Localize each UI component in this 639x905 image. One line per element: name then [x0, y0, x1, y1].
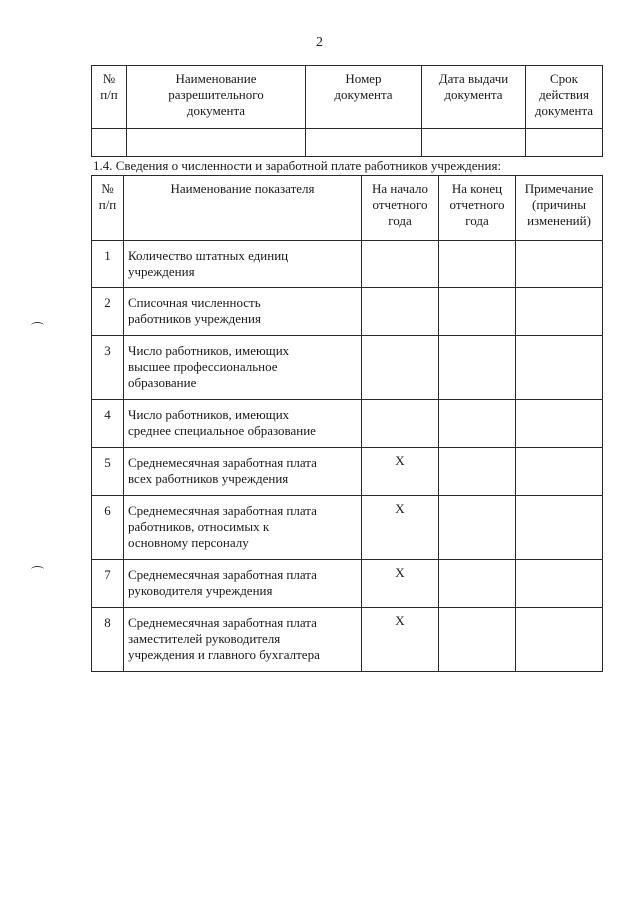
note-value — [516, 560, 603, 608]
year-start-value: Х — [362, 448, 439, 496]
row-number: 6 — [92, 496, 124, 560]
indicator-name: Списочная численность работников учреждения — [124, 288, 362, 336]
row-number: 8 — [92, 608, 124, 672]
note-value — [516, 448, 603, 496]
staff-header-note: Примечание (причины изменений) — [516, 176, 603, 241]
table-cell — [306, 129, 422, 157]
permits-header-document-number: Номер документа — [306, 66, 422, 129]
year-end-value — [439, 288, 516, 336]
row-number: 4 — [92, 400, 124, 448]
year-start-value: Х — [362, 608, 439, 672]
year-end-value — [439, 448, 516, 496]
row-number: 5 — [92, 448, 124, 496]
year-end-value — [439, 496, 516, 560]
year-end-value — [439, 336, 516, 400]
indicator-name: Среднемесячная заработная плата руководителя учреждения — [124, 560, 362, 608]
indicator-name: Среднемесячная заработная плата всех работников учреждения — [124, 448, 362, 496]
table-cell — [526, 129, 603, 157]
row-number: 2 — [92, 288, 124, 336]
staff-table — [91, 175, 603, 672]
permits-header-issue-date: Дата выдачи документа — [422, 66, 526, 129]
note-value — [516, 241, 603, 288]
table-row — [92, 496, 603, 560]
indicator-name: Количество штатных единиц учреждения — [124, 241, 362, 288]
table-row — [92, 400, 603, 448]
note-value — [516, 496, 603, 560]
staff-header-row — [92, 176, 603, 241]
year-end-value — [439, 560, 516, 608]
row-number: 1 — [92, 241, 124, 288]
page-number: 2 — [316, 35, 323, 50]
year-end-value — [439, 608, 516, 672]
table-row — [92, 241, 603, 288]
table-row — [92, 560, 603, 608]
note-value — [516, 336, 603, 400]
table-row — [92, 608, 603, 672]
year-start-value — [362, 400, 439, 448]
indicator-name: Среднемесячная заработная плата работников, относимых к основному персоналу — [124, 496, 362, 560]
staff-header-indicator: Наименование показателя — [124, 176, 362, 241]
permits-header-number: № п/п — [92, 66, 127, 129]
note-value — [516, 608, 603, 672]
table-row — [92, 336, 603, 400]
row-number: 3 — [92, 336, 124, 400]
row-number: 7 — [92, 560, 124, 608]
indicator-name: Число работников, имеющих высшее профессиональное образование — [124, 336, 362, 400]
indicator-name: Число работников, имеющих среднее специальное образование — [124, 400, 362, 448]
permits-empty-row — [92, 129, 603, 157]
year-start-value: Х — [362, 496, 439, 560]
table-cell — [92, 129, 127, 157]
table-cell — [422, 129, 526, 157]
punch-hole-mark — [31, 566, 44, 573]
table-cell — [127, 129, 306, 157]
indicator-name: Среднемесячная заработная плата заместителей руководителя учреждения и главного бухгалтера — [124, 608, 362, 672]
note-value — [516, 288, 603, 336]
permits-table — [91, 65, 603, 157]
year-end-value — [439, 400, 516, 448]
punch-hole-mark — [31, 322, 44, 329]
year-end-value — [439, 241, 516, 288]
staff-header-year-start: На начало отчетного года — [362, 176, 439, 241]
table-row — [92, 288, 603, 336]
staff-header-year-end: На конец отчетного года — [439, 176, 516, 241]
year-start-value — [362, 288, 439, 336]
table-row — [92, 448, 603, 496]
note-value — [516, 400, 603, 448]
section-heading: 1.4. Сведения о численности и заработной плате работников учреждения: — [93, 158, 502, 173]
permits-header-validity: Срок действия документа — [526, 66, 603, 129]
staff-header-number: № п/п — [92, 176, 124, 241]
year-start-value — [362, 336, 439, 400]
year-start-value — [362, 241, 439, 288]
year-start-value: Х — [362, 560, 439, 608]
permits-header-document-name: Наименование разрешительного документа — [127, 66, 306, 129]
permits-header-row — [92, 66, 603, 129]
